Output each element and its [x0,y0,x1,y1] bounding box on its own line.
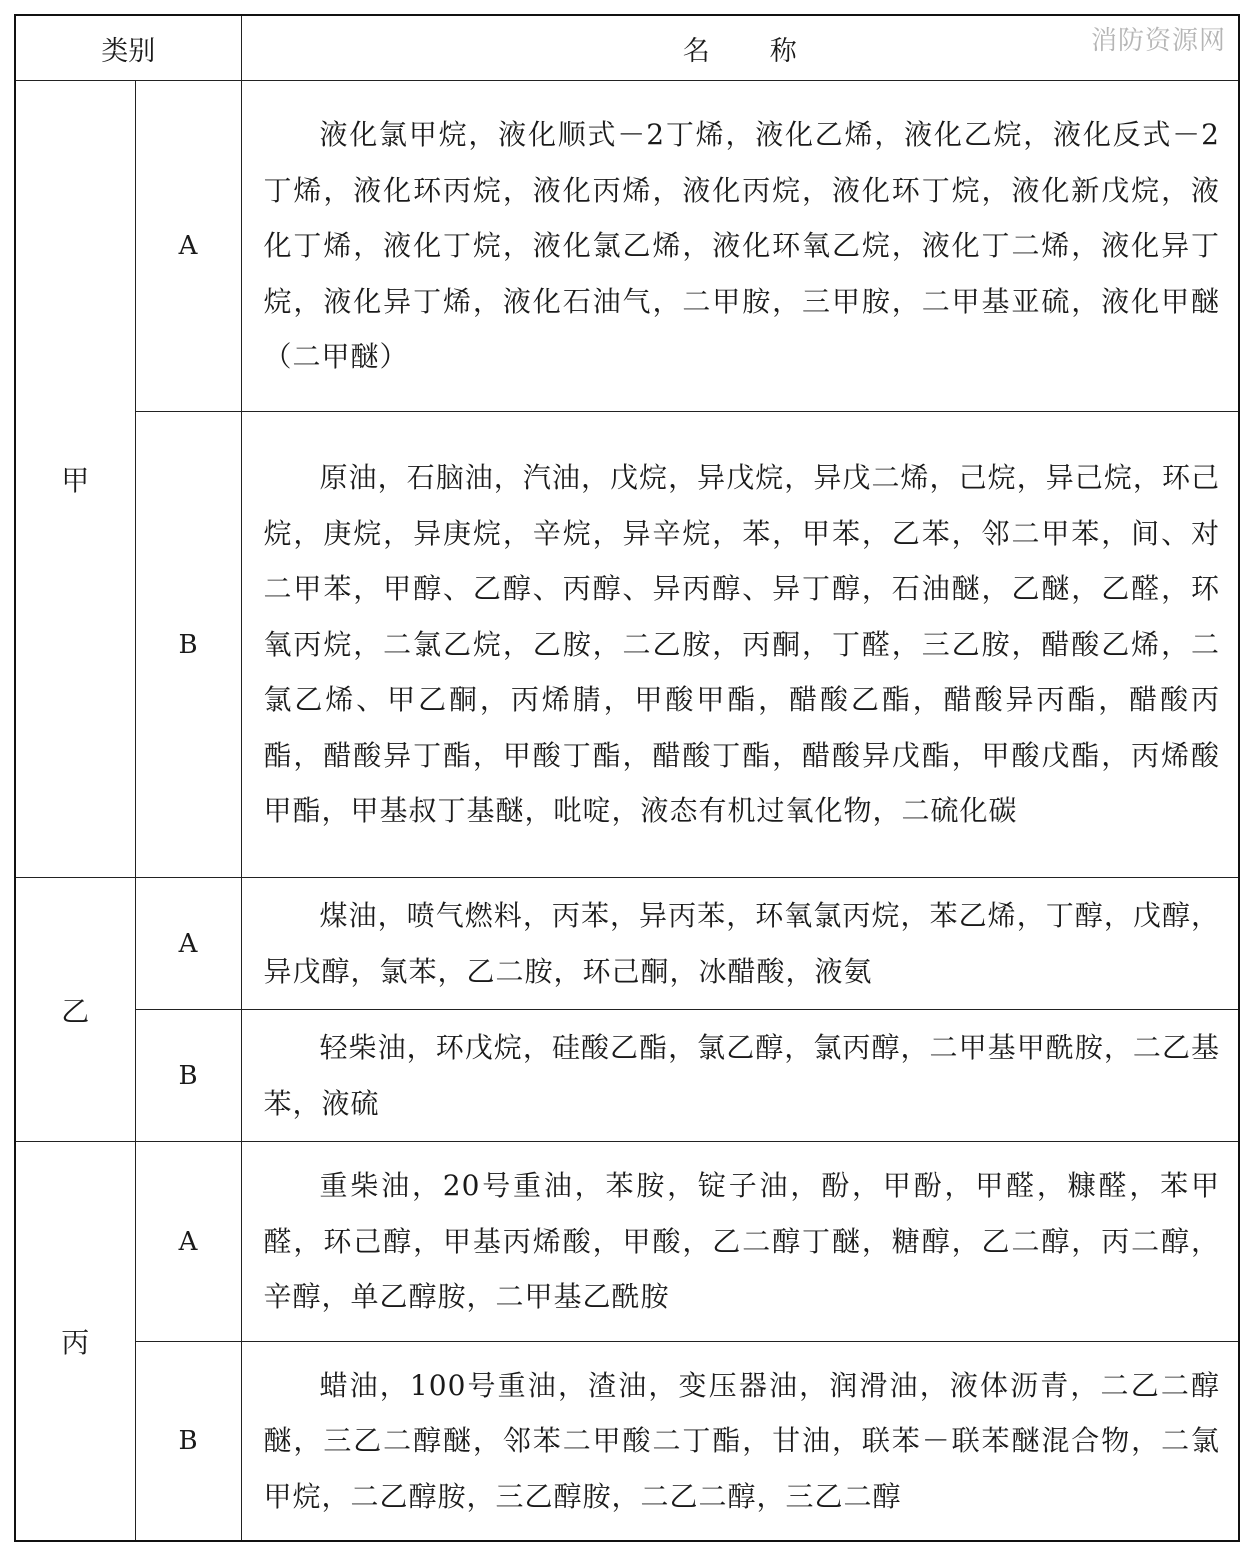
subclass-label: B [135,1010,241,1142]
table-row [15,412,1239,878]
subclass-label: B [135,412,241,878]
substance-names: 原油，石脑油，汽油，戊烷，异戊烷，异戊二烯，己烷，异己烷，环己烷，庚烷，异庚烷，辛烷，异辛烷，苯，甲苯，乙苯，邻二甲苯，间、对二甲苯，甲醇、乙醇、丙醇、异丙醇、异丁醇，石油醚，乙醚，乙醛，环氧丙烷，二氯乙烷，乙胺，二乙胺，丙酮，丁醛，三乙胺，醋酸乙烯，二氯乙烯、甲乙酮，丙烯腈，甲酸甲酯，醋酸乙酯，醋酸异丙酯，醋酸丙酯，醋酸异丁酯，甲酸丁酯，醋酸丁酯，醋酸异戊酯，甲酸戊酯，丙烯酸甲酯，甲基叔丁基醚，吡啶，液态有机过氧化物，二硫化碳 [241,412,1239,878]
table-row [15,81,1239,412]
table-row [15,1010,1239,1142]
class-jia: 甲 [15,81,135,878]
header-row [15,15,1239,81]
header-name: 名称 [241,15,1239,81]
substance-names: 煤油，喷气燃料，丙苯，异丙苯，环氧氯丙烷，苯乙烯，丁醇，戊醇，异戊醇，氯苯，乙二胺，环己酮，冰醋酸，液氨 [241,878,1239,1010]
header-category: 类别 [15,15,241,81]
subclass-label: A [135,1142,241,1342]
substance-names: 液化氯甲烷，液化顺式－2丁烯，液化乙烯，液化乙烷，液化反式－2丁烯，液化环丙烷，液化丙烯，液化丙烷，液化环丁烷，液化新戊烷，液化丁烯，液化丁烷，液化氯乙烯，液化环氧乙烷，液化丁二烯，液化异丁烷，液化异丁烯，液化石油气，二甲胺，三甲胺，二甲基亚硫，液化甲醚（二甲醚） [241,81,1239,412]
table-row [15,1142,1239,1342]
substance-names: 蜡油，100号重油，渣油，变压器油，润滑油，液体沥青，二乙二醇醚，三乙二醇醚，邻苯二甲酸二丁酯，甘油，联苯－联苯醚混合物，二氯甲烷，二乙醇胺，三乙醇胺，二乙二醇，三乙二醇 [241,1342,1239,1541]
watermark: 消防资源网 [1090,26,1226,56]
subclass-label: A [135,878,241,1010]
substance-names: 轻柴油，环戊烷，硅酸乙酯，氯乙醇，氯丙醇，二甲基甲酰胺，二乙基苯，液硫 [241,1010,1239,1142]
flammable-liquid-classification-table [14,14,1240,1542]
class-bing: 丙 [15,1142,135,1541]
table-row [15,878,1239,1010]
substance-names: 重柴油，20号重油，苯胺，锭子油，酚，甲酚，甲醛，糠醛，苯甲醛，环己醇，甲基丙烯酸，甲酸，乙二醇丁醚，糖醇，乙二醇，丙二醇，辛醇，单乙醇胺，二甲基乙酰胺 [241,1142,1239,1342]
class-yi: 乙 [15,878,135,1142]
subclass-label: A [135,81,241,412]
table-row [15,1342,1239,1541]
subclass-label: B [135,1342,241,1541]
